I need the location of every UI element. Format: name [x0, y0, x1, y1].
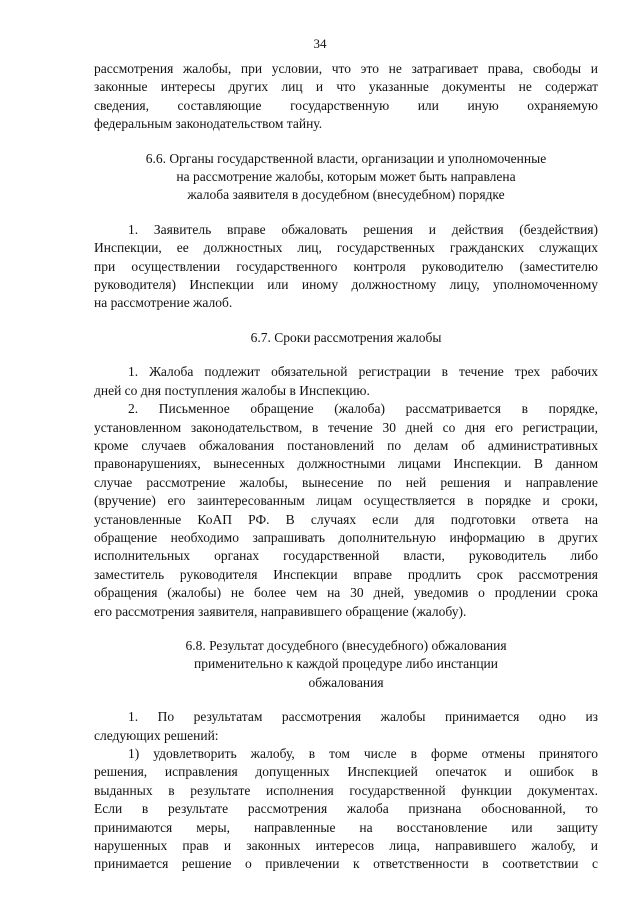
intro-paragraph	[94, 60, 598, 134]
document-body	[94, 60, 598, 874]
heading-line: применительно к каждой процедуре либо инстанции	[194, 656, 498, 672]
section-6-7-heading	[94, 329, 598, 347]
text-line: его рассмотрения заявителя, направившего обращение (жалобу).	[94, 603, 467, 619]
heading-line: 6.7. Сроки рассмотрения жалобы	[250, 329, 442, 345]
text-line: федеральным законодательством тайну.	[94, 116, 323, 132]
text-line: обращения (жалобы) не более чем на 30 дней, уведомив о продлении срока	[94, 585, 598, 601]
page-number: 34	[313, 36, 327, 51]
heading-line: 6.6. Органы государственной власти, организации и уполномоченные	[145, 150, 547, 166]
heading-line: на рассмотрение жалобы, которым может быть направлена	[176, 169, 516, 185]
text-line: выданных в результате исполнения государственной функции документах.	[94, 782, 598, 798]
section-6-6-heading	[94, 150, 598, 205]
text-line: на рассмотрение жалоб.	[94, 295, 233, 311]
text-line: 1) удовлетворить жалобу, в том числе в форме отмены принятого	[128, 746, 598, 761]
section-6-8-heading	[94, 637, 598, 692]
heading-line: 6.8. Результат досудебного (внесудебного) обжалования	[185, 637, 507, 653]
text-line: 1. Заявитель вправе обжаловать решения и действия (бездействия)	[128, 221, 598, 237]
section-6-8-paragraph-2	[94, 745, 598, 874]
text-line: законные интересы других лиц и что указанные документы не содержат	[94, 79, 598, 95]
text-line: 1. По результатам рассмотрения жалобы принимается одно из	[128, 709, 598, 725]
text-line: Инспекции, ее должностных лиц, государственных гражданских служащих	[94, 240, 598, 256]
text-line: нарушенных прав и законных интересов лица, направившего жалобу, и	[94, 838, 598, 854]
text-line: 2. Письменное обращение (жалоба) рассматривается в порядке,	[128, 401, 598, 417]
text-line: следующих решений:	[94, 727, 219, 743]
text-line: руководителя) Инспекции или иному должностному лицу, уполномоченному	[94, 277, 598, 293]
text-line: принимаются меры, направленные на восстановление или защиту	[94, 819, 598, 835]
text-line: сведения, составляющие государственную или иную охраняемую	[94, 97, 598, 113]
heading-line: жалоба заявителя в досудебном (внесудебном) порядке	[187, 187, 505, 203]
text-line: Если в результате рассмотрения жалоба признана обоснованной, то	[94, 801, 598, 817]
section-6-7-paragraph-1	[94, 363, 598, 400]
text-line: рассмотрения жалобы, при условии, что это не затрагивает права, свободы и	[94, 61, 598, 76]
text-line: правонарушениях, вынесенных должностными лицами Инспекции. В данном	[94, 456, 598, 472]
text-line: случае рассмотрение жалобы, вынесение по ней решения и направление	[94, 474, 598, 490]
text-line: заместитель руководителя Инспекции вправе продлить срок рассмотрения	[94, 566, 598, 582]
text-line: обращение необходимо запрашивать дополнительную информацию в других	[94, 529, 598, 545]
section-6-6-paragraph-1	[94, 221, 598, 313]
text-line: (вручение) его заинтересованным лицам осуществляется в порядке и сроки,	[94, 493, 598, 509]
section-6-8-paragraph-1	[94, 708, 598, 745]
text-line: принимается решение о привлечении к ответственности в соответствии с	[94, 856, 598, 872]
text-line: при осуществлении государственного контроля руководителю (заместителю	[94, 258, 598, 274]
text-line: установленные КоАП РФ. В случаях если для подготовки ответа на	[94, 511, 598, 527]
section-6-7-paragraph-2	[94, 400, 598, 621]
text-line: установленном законодательством, в течение 30 дней со дня его регистрации,	[94, 419, 598, 435]
heading-line: обжалования	[308, 674, 384, 690]
text-line: исполнительных органах государственной власти, руководитель либо	[94, 548, 598, 564]
text-line: дней со дня поступления жалобы в Инспекцию.	[94, 382, 370, 398]
text-line: кроме случаев обжалования постановлений по делам об административных	[94, 437, 598, 453]
text-line: 1. Жалоба подлежит обязательной регистрации в течение трех рабочих	[128, 364, 598, 380]
text-line: решения, исправления допущенных Инспекцией опечаток и ошибок в	[94, 764, 598, 780]
